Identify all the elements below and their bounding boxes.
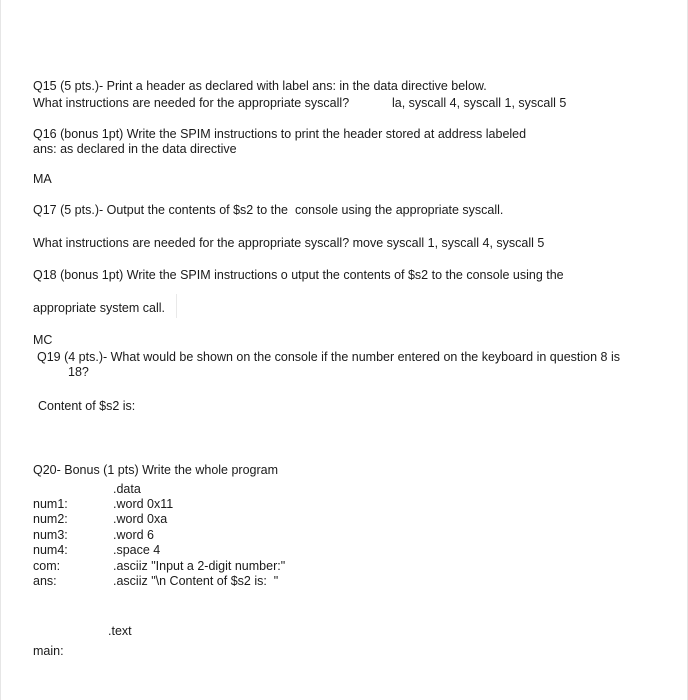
declaration-label: num2: [33, 512, 68, 526]
q18-prompt: Q18 (bonus 1pt) Write the SPIM instructions o utput the contents of $s2 to the console using the [33, 268, 564, 282]
text-directive: .text [108, 624, 132, 638]
declaration-directive: .word 0xa [113, 512, 168, 526]
q15-prompt: Q15 (5 pts.)- Print a header as declared with label ans: in the data directive below. [33, 79, 487, 93]
q19-content-label: Content of $s2 is: [38, 399, 136, 413]
declaration-directive: .asciiz "\n Content of $s2 is: " [113, 574, 279, 588]
declaration-directive: .word 0x11 [113, 497, 174, 511]
q18-prompt-continued: appropriate system call. [33, 301, 166, 315]
declaration-label: num1: [33, 497, 68, 511]
data-directive: .data [113, 482, 141, 496]
declaration-label: num3: [33, 528, 68, 542]
declaration-label: com: [33, 559, 61, 573]
q17-question-answer: What instructions are needed for the appropriate syscall? move syscall 1, syscall 4, syscall 5 [33, 236, 545, 250]
q15-question: What instructions are needed for the appropriate syscall? [33, 96, 350, 110]
declaration-directive: .word 6 [113, 528, 154, 542]
q15-answer: la, syscall 4, syscall 1, syscall 5 [392, 96, 567, 110]
declaration-label: num4: [33, 543, 68, 557]
q18-answer: MC [33, 333, 53, 347]
main-label: main: [33, 644, 64, 658]
declaration-directive: .asciiz "Input a 2-digit number:" [113, 559, 286, 573]
q19-prompt: Q19 (4 pts.)- What would be shown on the console if the number entered on the keyboard in question 8 is [37, 350, 620, 364]
text-cursor [176, 294, 177, 318]
q16-prompt: Q16 (bonus 1pt) Write the SPIM instructions to print the header stored at address labeled [33, 127, 527, 141]
declaration-label: ans: [33, 574, 57, 588]
q19-prompt-continued: 18? [68, 365, 89, 379]
declaration-directive: .space 4 [113, 543, 161, 557]
page-left-edge [0, 0, 1, 700]
q16-answer: MA [33, 172, 52, 186]
q16-prompt-continued: ans: as declared in the data directive [33, 142, 237, 156]
q17-prompt: Q17 (5 pts.)- Output the contents of $s2 to the console using the appropriate syscall. [33, 203, 504, 217]
q20-title: Q20- Bonus (1 pts) Write the whole program [33, 463, 279, 477]
